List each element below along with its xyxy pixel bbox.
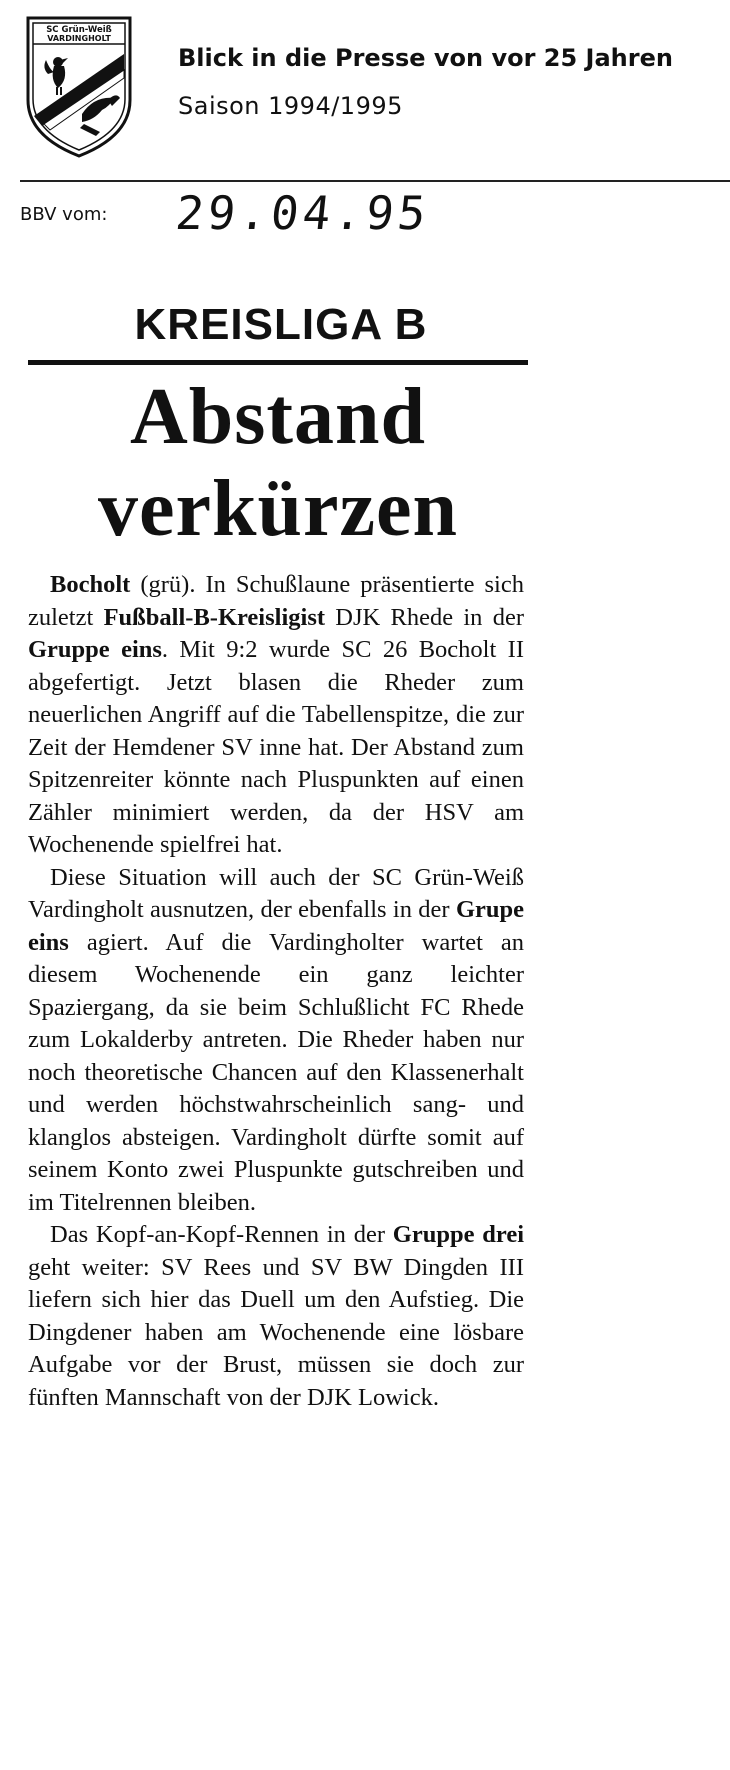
shield-logo-icon xyxy=(24,14,134,160)
text-run: (grü). In Schußlaune präsentierte sich zuletzt xyxy=(28,571,524,631)
text-run: Das Kopf-an-Kopf-Rennen in der xyxy=(50,1221,393,1248)
bold-text-run: Grupe eins xyxy=(28,896,524,956)
handwritten-date: 29.04.95 xyxy=(173,186,433,240)
document-header xyxy=(0,0,730,240)
bold-text-run: Bocholt xyxy=(50,571,131,598)
headline-line-1: Abstand xyxy=(129,373,427,461)
header-divider xyxy=(20,180,730,182)
text-run: agiert. Auf die Vardingholter wartet an diesem Wochenende ein ganz leichter Spaziergang, da sie beim Schlußlicht FC Rhede zum Lokalderby antreten. Die Rheder haben nur noch theoretische Chancen auf den Klassenerhalt und werden höchstwahrscheinlich sang- und klanglos absteigen. Vardingholt dürfte somit auf seinem Konto zwei Pluspunkte gutschreiben und im Titelrennen bleiben. xyxy=(28,928,524,1216)
series-title: Blick in die Presse von vor 25 Jahren xyxy=(178,44,673,72)
bold-text-run: Fußball-B-Kreisligist xyxy=(103,603,326,631)
text-run: DJK Rhede in der xyxy=(325,603,524,631)
kicker-divider xyxy=(28,360,528,365)
crest-text-bottom: VARDINGHOLT xyxy=(47,34,111,43)
article-kicker: KREISLIGA B xyxy=(134,300,428,349)
text-run: geht weiter: SV Rees und SV BW Dingden III liefern sich hier das Duell um den Aufstieg. Die Dingdener haben am Wochenende eine lösbare Aufgabe vor der Brust, müssen sie doch zur fünften Mannschaft von der DJK Lowick. xyxy=(28,1253,524,1411)
article-headline xyxy=(28,371,528,555)
headline-line-2: verkürzen xyxy=(97,465,458,553)
crest-text-top: SC Grün-Weiß xyxy=(46,25,112,35)
text-run: . Mit 9:2 wurde SC 26 Bocholt II abgefertigt. Jetzt blasen die Rheder zum neuerlichen Angriff auf die Tabellenspitze, die zur Zeit der Hemdener SV inne hat. Der Abstand zum Spitzenreiter könnte nach Pluspunkten auf einen Zähler minimiert werden, da der HSV am Wochenende spielfrei hat. xyxy=(28,636,524,858)
article-paragraph-2 xyxy=(28,862,524,1220)
text-run: Diese Situation will auch der SC Grün-Weiß Vardingholt ausnutzen, der ebenfalls in der xyxy=(28,863,524,923)
bold-text-run: Gruppe drei xyxy=(392,1221,524,1248)
club-crest xyxy=(24,14,134,160)
newspaper-article xyxy=(28,300,528,1414)
article-paragraph-3 xyxy=(28,1219,524,1414)
article-body xyxy=(28,569,524,1414)
bold-text-run: Gruppe eins xyxy=(28,636,162,663)
source-label: BBV vom: xyxy=(20,204,108,225)
season-label: Saison 1994/1995 xyxy=(178,92,403,120)
article-paragraph-1 xyxy=(28,569,524,862)
